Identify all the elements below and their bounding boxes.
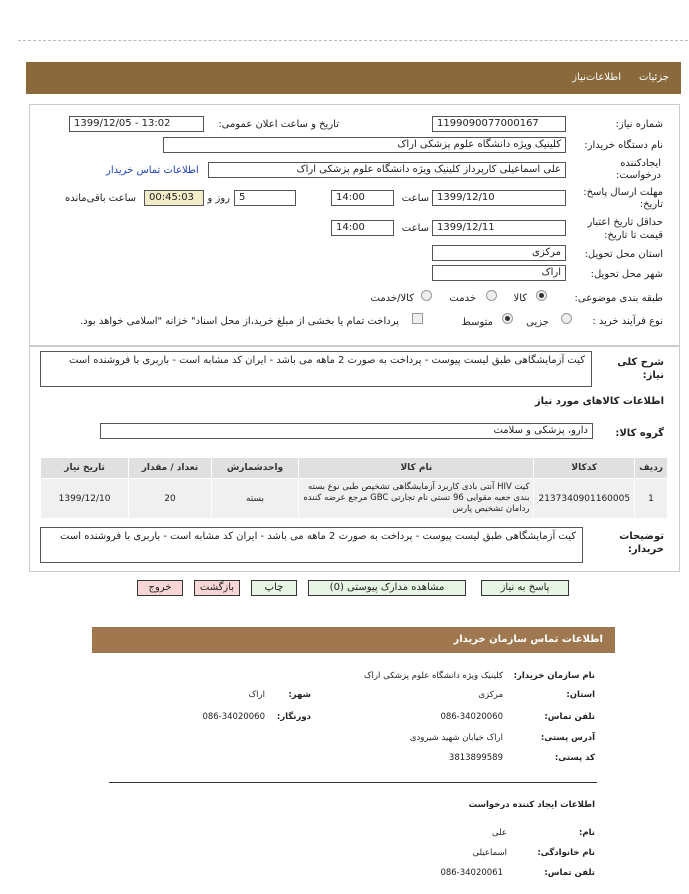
announce-field[interactable]: 1399/12/05 - 13:02 — [69, 116, 204, 132]
cell-qty: 20 — [129, 479, 212, 519]
cell-row: 1 — [635, 479, 668, 519]
process-partial-radio[interactable] — [561, 313, 572, 324]
table-row[interactable] — [41, 479, 668, 519]
buyer-notes-label-1: توضیحات — [619, 531, 664, 542]
summary-label-1: شرح کلی — [617, 357, 664, 368]
need-number-label: شماره نیاز: — [615, 119, 663, 130]
cell-code: 2137340901160005 — [534, 479, 635, 519]
buyer-field[interactable]: کلینیک ویژه دانشگاه علوم پزشکی اراک — [163, 137, 566, 153]
creator-phone-label: تلفن تماس: — [544, 868, 595, 878]
goods-table — [40, 457, 668, 519]
creator-info-title: اطلاعات ایجاد کننده درخواست — [468, 800, 595, 810]
back-button[interactable]: بازگشت — [194, 580, 240, 596]
deadline-date-field[interactable]: 1399/12/10 — [432, 190, 566, 206]
remaining-label: ساعت باقی‌مانده — [64, 193, 136, 204]
contact-org-label: نام سازمان خریدار: — [513, 671, 595, 681]
cell-date: 1399/12/10 — [41, 479, 129, 519]
cell-unit: بسته — [211, 479, 298, 519]
col-date: تاریخ نیاز — [41, 458, 129, 479]
buyer-label: نام دستگاه خریدار: — [584, 140, 663, 151]
tab-need-info[interactable]: اطلاعات‌نیاز — [572, 72, 621, 83]
remaining-time-field: 00:45:03 — [144, 190, 204, 206]
process-medium-radio[interactable] — [502, 313, 513, 324]
deadline-label-2: تاریخ: — [639, 199, 663, 210]
creator-last-name-label: نام خانوادگی: — [537, 848, 595, 858]
tab-bar — [26, 62, 681, 94]
buyer-contact-link[interactable]: اطلاعات تماس خریدار — [106, 165, 199, 176]
contact-phone-label: تلفن تماس: — [544, 712, 595, 722]
validity-time-field[interactable]: 14:00 — [331, 220, 394, 236]
validity-label-2: قیمت تا تاریخ: — [604, 230, 663, 241]
announce-label: تاریخ و ساعت اعلان عمومی: — [218, 119, 339, 130]
process-label: نوع فرآیند خرید : — [592, 316, 663, 327]
process-medium-label: متوسط — [461, 317, 493, 328]
contact-fax-label: دورنگار: — [276, 712, 311, 722]
contact-org-value: کلینیک ویژه دانشگاه علوم پزشکی اراک — [363, 671, 503, 681]
buyer-notes-textbox[interactable]: کیت آزمایشگاهی طبق لیست پیوست - پرداخت به صورت 2 ماهه می باشد - ایران کد مشابه است - باربری با فروشنده است — [40, 527, 583, 563]
summary-label-2: نیاز: — [642, 370, 664, 381]
col-qty: تعداد / مقدار — [129, 458, 212, 479]
summary-textbox[interactable]: کیت آزمایشگاهی طبق لیست پیوست - پرداخت به صورت 2 ماهه می باشد - ایران کد مشابه است - باربری با فروشنده است — [40, 351, 592, 387]
validity-date-field[interactable]: 1399/12/11 — [432, 220, 566, 236]
category-service-radio[interactable] — [486, 290, 497, 301]
goods-info-title: اطلاعات کالاهای مورد نیاز — [534, 396, 664, 407]
category-label: طبقه بندی موضوعی: — [574, 293, 663, 304]
validity-time-label: ساعت — [401, 223, 429, 234]
exit-button[interactable]: خروج — [137, 580, 183, 596]
treasury-payment-note: پرداخت تمام یا بخشی از مبلغ خرید،از محل اسناد" خزانه "اسلامی خواهد بود. — [80, 316, 399, 327]
creator-phone-value: 086-34020061 — [440, 868, 503, 878]
buyer-notes-label-2: خریدار: — [627, 544, 664, 555]
contact-address-value: اراک خیابان شهید شیرودی — [409, 733, 503, 743]
creator-label-2: درخواست: — [616, 170, 661, 181]
contact-province-value: مرکزی — [478, 690, 503, 700]
top-divider — [18, 40, 688, 41]
print-button[interactable]: چاپ — [251, 580, 297, 596]
contact-title: اطلاعات تماس سازمان خریدار — [453, 634, 603, 645]
view-docs-button[interactable]: مشاهده مدارک پیوستی (0) — [308, 580, 466, 596]
col-unit: واحدشمارش — [211, 458, 298, 479]
days-field[interactable]: 5 — [234, 190, 296, 206]
contact-city-value: اراک — [248, 690, 265, 700]
goods-group-field[interactable]: دارو، پزشکی و سلامت — [100, 423, 593, 439]
tab-details[interactable]: جزئیات — [639, 72, 669, 83]
deadline-label-1: مهلت ارسال پاسخ: — [583, 187, 663, 198]
contact-city-label: شهر: — [288, 690, 311, 700]
days-label: روز و — [207, 193, 230, 204]
creator-first-name-label: نام: — [578, 828, 595, 838]
col-code: کدکالا — [534, 458, 635, 479]
cell-name: کیت HIV آنتی بادی کاربرد آزمایشگاهی تشخیص طبی نوع بسته بندی جعبه مقوایی 96 تستی نام تجارتی GBC مرجع عرضه کننده ردامان تشخیص پارس — [299, 479, 534, 519]
province-field[interactable]: مرکزی — [432, 245, 566, 261]
creator-first-name-value: علی — [492, 828, 507, 838]
deadline-time-label: ساعت — [401, 193, 429, 204]
category-goods-service-radio[interactable] — [421, 290, 432, 301]
creator-label-1: ایجادکننده — [620, 158, 661, 169]
process-partial-label: جزیی — [526, 317, 549, 328]
contact-postal-label: کد پستی: — [554, 753, 595, 763]
creator-last-name-value: اسماعیلی — [472, 848, 507, 858]
contact-province-label: استان: — [566, 690, 595, 700]
goods-table-header — [41, 458, 668, 479]
need-number-field[interactable]: 1199090077000167 — [432, 116, 566, 132]
contact-divider — [109, 782, 597, 783]
contact-fax-value: 086-34020060 — [202, 712, 265, 722]
city-label: شهر محل تحویل: — [590, 269, 663, 280]
province-label: استان محل تحویل: — [584, 249, 663, 260]
contact-address-label: آدرس پستی: — [540, 733, 595, 743]
category-service-label: خدمت — [449, 293, 476, 304]
contact-phone-value: 086-34020060 — [440, 712, 503, 722]
col-row: ردیف — [635, 458, 668, 479]
creator-field[interactable]: علی اسماعیلی کارپرداز کلینیک ویژه دانشگاه علوم پزشکی اراک — [208, 162, 566, 178]
deadline-time-field[interactable]: 14:00 — [331, 190, 394, 206]
goods-group-label: گروه کالا: — [615, 428, 664, 439]
col-name: نام کالا — [299, 458, 534, 479]
category-goods-service-label: کالا/خدمت — [370, 293, 414, 304]
category-goods-label: کالا — [513, 293, 527, 304]
contact-header — [92, 627, 615, 653]
treasury-payment-checkbox[interactable] — [412, 313, 423, 324]
validity-label-1: حداقل تاریخ اعتبار — [587, 217, 663, 228]
category-goods-radio[interactable] — [536, 290, 547, 301]
city-field[interactable]: اراک — [432, 265, 566, 281]
reply-button[interactable]: پاسخ به نیاز — [481, 580, 569, 596]
contact-postal-value: 3813899589 — [448, 753, 503, 763]
